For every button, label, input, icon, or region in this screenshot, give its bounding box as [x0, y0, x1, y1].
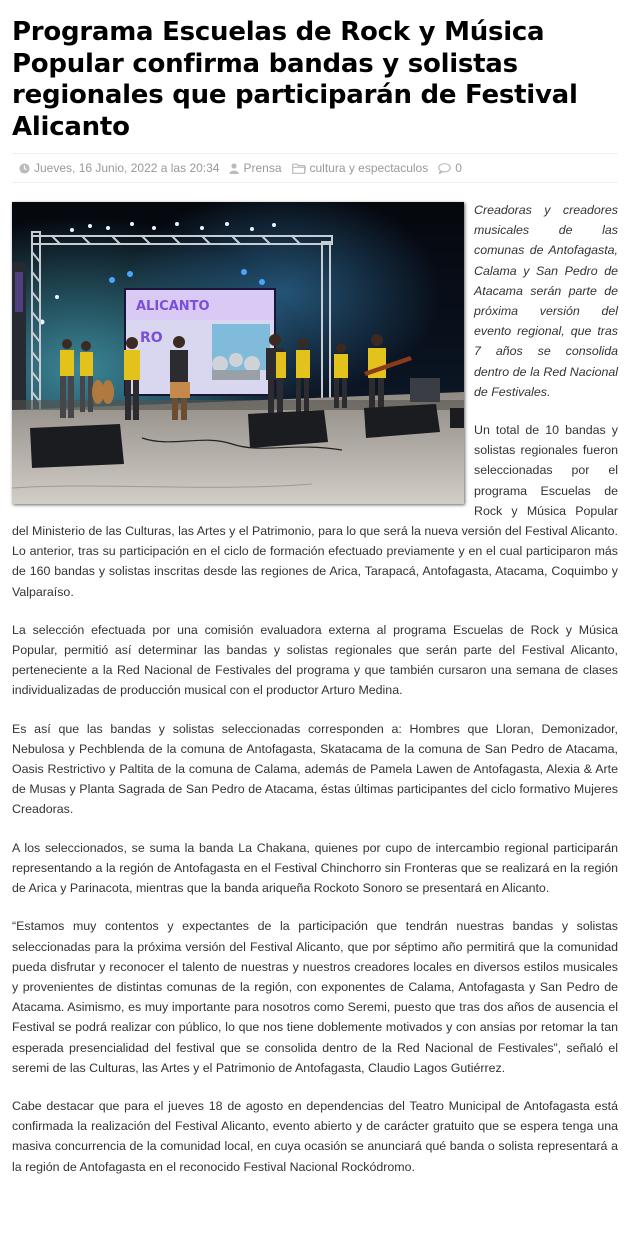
article-paragraph-4: A los seleccionados, se suma la banda La Chakana, quienes por cupo de intercambio regional participarán representando a la región de Antofagasta en el Festival Chinchorro sin Fronteras que se realizará en la región de Arica y Parinacota, mientras que la banda ariqueña Rockoto Sonoro se presentará en Alicanto. — [12, 840, 618, 896]
meta-category[interactable] — [292, 161, 429, 175]
meta-author-text[interactable]: Prensa — [243, 161, 282, 175]
article-title: Programa Escuelas de Rock y Música Popular confirma bandas y solistas regionales que participarán de Festival Alicanto — [12, 17, 578, 142]
article-lead: Creadoras y creadores musicales de las comunas de Antofagasta, Calama y San Pedro de Atacama serán parte de próxima versión del evento regional, que tras 7 años se consolida dentro de la Red Nacional de Festivales. — [474, 203, 618, 399]
article-paragraph-2: La selección efectuada por una comisión evaluadora externa al programa Escuelas de Rock y Música Popular, permitió así determinar las bandas y solistas regionales que serán parte del Festival Alicanto, perteneciente a la Red Nacional de Festivales del programa y que también cursaron una semana de clases individualizadas de producción musical con el productor Arturo Medina. — [12, 622, 618, 698]
article-image[interactable] — [12, 202, 464, 504]
folder-icon — [292, 163, 306, 174]
meta-author[interactable] — [229, 161, 281, 175]
article-meta — [12, 153, 618, 183]
screen-subtext: RO — [140, 330, 163, 346]
article-paragraph-6: Cabe destacar que para el jueves 18 de agosto en dependencias del Teatro Municipal de Antofagasta está confirmada la realización del Festival Alicanto, evento abierto y de carácter gratuito que se espera tenga una masiva concurrencia de la comunidad local, en cuya ocasión se anunciará qué banda o solista representará a la región de Antofagasta en el reconocido Festival Nacional Rockódromo. — [12, 1098, 618, 1174]
clock-icon — [19, 163, 30, 174]
article-paragraph-5: “Estamos muy contentos y expectantes de la participación que tendrán nuestras bandas y solistas seleccionadas para la próxima versión del Festival Alicanto, que por séptimo año permitirá que la comunidad pueda disfrutar y reconocer el talento de nuestras y nuestros creadores locales en diversos estilos musicales y provenientes de distintas comunas de la región, con exponentes de Calama, Antofagasta y San Pedro de Atacama. Asimismo, es muy importante para nosotros como Seremi, puesto que tras dos años de ausencia el Festival se podrá realizar con público, lo que nos tiene doblemente motivados y con ansias por retomar la tan esperada presencialidad del festival que se consolida dentro de la Red Nacional de Festivales”, señaló el seremi de las Culturas, las Artes y el Patrimonio de Antofagasta, Claudio Lagos Gutiérrez. — [12, 919, 618, 1075]
article-paragraph-1: Un total de 10 bandas y solistas regionales fueron seleccionadas por el programa Escuelas de Rock y Música Popular del Ministerio de las Culturas, las Artes y el Patrimonio, para lo que será la nueva versión del Festival Alicanto. Lo anterior, tras su participación en el ciclo de formación efectuado previamente y en el cual participaron más de 160 bandas y solistas inscritas desde las regiones de Arica, Tarapacá, Antofagasta, Atacama, Coquimbo y Valparaíso. — [12, 423, 618, 599]
screen-logo: ALICANTO — [136, 299, 210, 314]
concert-photo — [12, 202, 464, 504]
meta-date-text: Jueves, 16 Junio, 2022 a las 20:34 — [34, 161, 220, 175]
user-icon — [229, 163, 239, 174]
article-paragraph-3: Es así que las bandas y solistas seleccionadas corresponden a: Hombres que Lloran, Demonizador, Nebulosa y Pechblenda de la comuna de Antofagasta, Skatacama de la comuna de San Pedro de Atacama, Oasis Restrictivo y Paltita de la comuna de Calama, además de Pamela Lawen de Antofagasta, Alexia & Arte de Musas y Planta Sagrada de San Pedro de Atacama, éstas últimas participantes del ciclo formativo Mujeres Creadoras. — [12, 721, 618, 817]
meta-comments-count[interactable]: 0 — [455, 161, 462, 175]
article-body — [12, 200, 618, 1177]
meta-category-text[interactable]: cultura y espectaculos — [309, 161, 429, 175]
meta-date — [19, 161, 219, 175]
meta-comments[interactable] — [438, 161, 462, 175]
comment-icon — [438, 163, 451, 174]
